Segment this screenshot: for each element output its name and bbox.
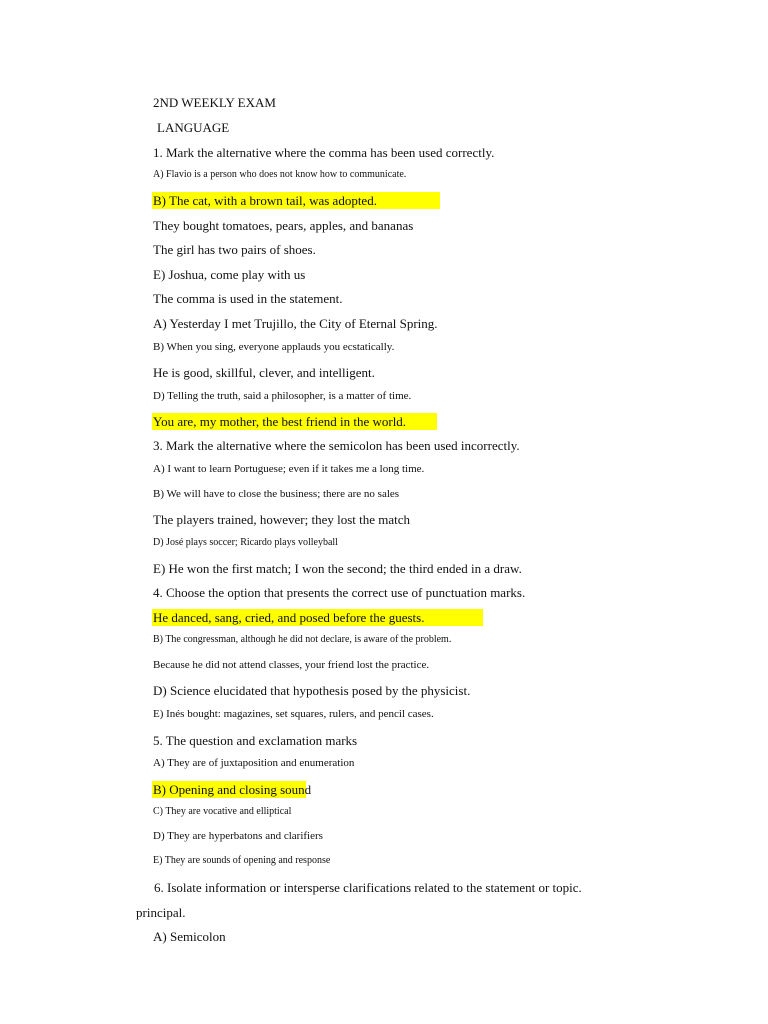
q4-prompt: 4. Choose the option that presents the correct use of punctuation marks. (153, 585, 526, 600)
q4-option-a: He danced, sang, cried, and posed before the guests. (153, 610, 425, 625)
q5-option-b: B) Opening and closing sound (153, 782, 312, 797)
q2-option-d: D) Telling the truth, said a philosopher, is a matter of time. (153, 390, 412, 402)
q3-option-e: E) He won the first match; I won the second; the third ended in a draw. (153, 561, 522, 576)
q5-option-a: A) They are of juxtaposition and enumeration (153, 757, 355, 769)
q2-prompt: The comma is used in the statement. (153, 291, 343, 306)
q1-option-a: A) Flavio is a person who does not know how to communicate. (153, 169, 407, 180)
q2-option-c: He is good, skillful, clever, and intelligent. (153, 365, 375, 380)
q1-option-e: E) Joshua, come play with us (153, 267, 306, 282)
q5-option-e: E) They are sounds of opening and response (153, 855, 331, 866)
q1-prompt: 1. Mark the alternative where the comma has been used correctly. (153, 145, 495, 160)
q3-option-b: B) We will have to close the business; there are no sales (153, 488, 400, 500)
q3-option-d: D) José plays soccer; Ricardo plays volleyball (153, 537, 338, 548)
q6-option-a: A) Semicolon (153, 929, 226, 944)
exam-subject: LANGUAGE (157, 120, 230, 135)
q1-option-d: The girl has two pairs of shoes. (153, 242, 316, 257)
q2-option-a: A) Yesterday I met Trujillo, the City of Eternal Spring. (153, 316, 438, 331)
q4-option-e: E) Inés bought: magazines, set squares, rulers, and pencil cases. (153, 708, 434, 720)
q4-option-c: Because he did not attend classes, your friend lost the practice. (153, 659, 430, 671)
q5-prompt: 5. The question and exclamation marks (153, 733, 358, 748)
q2-option-e: You are, my mother, the best friend in the world. (153, 414, 407, 429)
q6-prompt-continued: principal. (136, 905, 186, 920)
q4-option-d: D) Science elucidated that hypothesis posed by the physicist. (153, 683, 471, 698)
q1-option-b: B) The cat, with a brown tail, was adopted. (153, 193, 377, 208)
q1-option-c: They bought tomatoes, pears, apples, and bananas (153, 218, 414, 233)
q4-option-b: B) The congressman, although he did not declare, is aware of the problem. (153, 634, 452, 645)
q2-option-b: B) When you sing, everyone applauds you ecstatically. (153, 341, 395, 353)
q6-prompt: 6. Isolate information or intersperse clarifications related to the statement or topic. (154, 880, 582, 895)
q5-option-d: D) They are hyperbatons and clarifiers (153, 830, 323, 842)
q3-prompt: 3. Mark the alternative where the semicolon has been used incorrectly. (153, 438, 520, 453)
q3-option-c: The players trained, however; they lost the match (153, 512, 411, 527)
q3-option-a: A) I want to learn Portuguese; even if it takes me a long time. (153, 463, 425, 475)
exam-title: 2ND WEEKLY EXAM (153, 95, 276, 110)
q5-option-c: C) They are vocative and elliptical (153, 806, 292, 817)
